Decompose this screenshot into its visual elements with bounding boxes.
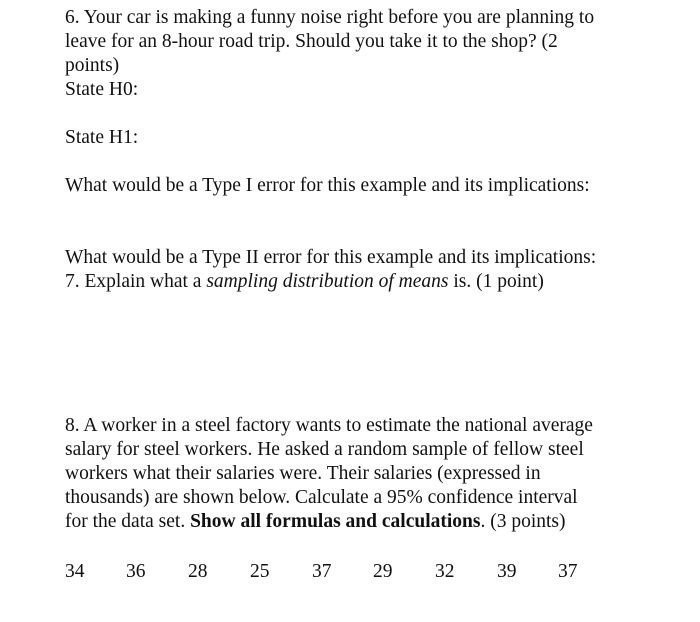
q8-text-line-1: 8. A worker in a steel factory wants to estimate the national average — [65, 415, 593, 436]
salary-value: 29 — [373, 561, 393, 582]
salary-data-row — [0, 560, 700, 584]
q8-text-line-4: thousands) are shown below. Calculate a 95% confidence interval — [65, 487, 578, 508]
salary-value: 37 — [558, 561, 578, 582]
q6-type1-prompt: What would be a Type I error for this example and its implications: — [65, 175, 590, 196]
salary-value: 37 — [312, 561, 332, 582]
q7-italic-term: sampling distribution of means — [206, 271, 449, 292]
q6-text-line-2: leave for an 8-hour road trip. Should you take it to the shop? (2 — [65, 31, 558, 52]
salary-value: 36 — [126, 561, 146, 582]
q8-text-line-2: salary for steel workers. He asked a random sample of fellow steel — [65, 439, 584, 460]
q6-h0-label: State H0: — [65, 79, 139, 100]
salary-value: 34 — [65, 561, 85, 582]
q8-line5-prefix: for the data set. — [65, 511, 191, 532]
salary-value: 28 — [188, 561, 208, 582]
q6-type2-prompt: What would be a Type II error for this example and its implications: — [65, 247, 597, 268]
salary-value: 39 — [497, 561, 517, 582]
q7-prefix: 7. Explain what a — [65, 271, 207, 292]
q6-h1-label: State H1: — [65, 127, 139, 148]
q8-text-line-3: workers what their salaries were. Their salaries (expressed in — [65, 463, 541, 484]
q6-text-line-1: 6. Your car is making a funny noise right before you are planning to — [65, 7, 595, 28]
salary-value: 32 — [435, 561, 455, 582]
q7-suffix: is. (1 point) — [448, 271, 544, 292]
q6-text-line-3: points) — [65, 55, 120, 76]
q8-text-line-5 — [65, 510, 566, 534]
q8-line5-bold: Show all formulas and calculations — [190, 511, 481, 532]
q8-line5-suffix: . (3 points) — [480, 511, 566, 532]
q7-text — [65, 270, 544, 294]
salary-value: 25 — [250, 561, 270, 582]
